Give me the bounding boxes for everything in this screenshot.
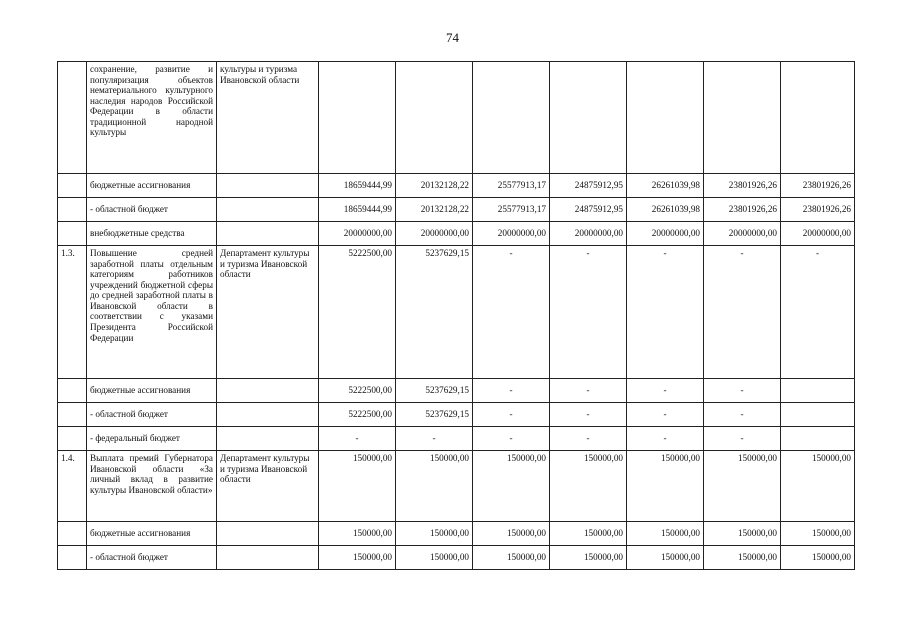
year-value-cell (396, 62, 473, 174)
year-value-cell: - (550, 403, 627, 427)
year-value-cell: - (319, 427, 396, 451)
year-value-cell: 150000,00 (473, 451, 550, 522)
item-name-cell: Выплата премий Губернатора Ивановской области «За личный вклад в развитие культуры Ивановской области» (87, 451, 217, 522)
item-name-cell: Повышение средней заработной платы отдельным категориям работников учреждений бюджетной сферы до средней заработной платы в Ивановской области в соответствии с указами Президента Российской Федерации (87, 246, 217, 379)
table-row-subitem (58, 522, 855, 546)
year-value-cell: - (704, 403, 781, 427)
year-value-cell: - (704, 427, 781, 451)
item-number-cell: 1.3. (58, 246, 87, 379)
item-name-cell: бюджетные ассигнования (87, 522, 217, 546)
item-name-cell: внебюджетные средства (87, 222, 217, 246)
year-value-cell: - (396, 427, 473, 451)
year-value-cell: 24875912,95 (550, 198, 627, 222)
year-value-cell: - (627, 246, 704, 379)
year-value-cell: 25577913,17 (473, 174, 550, 198)
year-value-cell: 150000,00 (627, 451, 704, 522)
year-value-cell: 23801926,26 (781, 198, 855, 222)
item-name-cell: - федеральный бюджет (87, 427, 217, 451)
year-value-cell: 5237629,15 (396, 379, 473, 403)
year-value-cell: 23801926,26 (704, 174, 781, 198)
year-value-cell: 23801926,26 (704, 198, 781, 222)
year-value-cell: 150000,00 (704, 546, 781, 570)
year-value-cell (781, 62, 855, 174)
executor-cell (217, 427, 319, 451)
item-number-cell (58, 522, 87, 546)
year-value-cell: 26261039,98 (627, 174, 704, 198)
year-value-cell: 24875912,95 (550, 174, 627, 198)
year-value-cell: - (473, 403, 550, 427)
item-number-cell (58, 379, 87, 403)
executor-cell (217, 222, 319, 246)
item-number-cell (58, 546, 87, 570)
item-name-cell: бюджетные ассигнования (87, 174, 217, 198)
year-value-cell: 150000,00 (473, 546, 550, 570)
item-number-cell (58, 198, 87, 222)
item-name-cell: - областной бюджет (87, 198, 217, 222)
table-row-subitem (58, 222, 855, 246)
year-value-cell: 23801926,26 (781, 174, 855, 198)
year-value-cell: 150000,00 (550, 522, 627, 546)
year-value-cell: 18659444,99 (319, 174, 396, 198)
year-value-cell: 26261039,98 (627, 198, 704, 222)
year-value-cell: 20000000,00 (319, 222, 396, 246)
year-value-cell: 20000000,00 (704, 222, 781, 246)
year-value-cell: 20000000,00 (781, 222, 855, 246)
item-number-cell (58, 222, 87, 246)
year-value-cell: 150000,00 (781, 522, 855, 546)
year-value-cell: - (550, 246, 627, 379)
executor-cell (217, 174, 319, 198)
year-value-cell (550, 62, 627, 174)
year-value-cell: 150000,00 (781, 546, 855, 570)
table-row-item (58, 246, 855, 379)
executor-cell: Департамент культуры и туризма Ивановской области (217, 451, 319, 522)
year-value-cell: 150000,00 (627, 522, 704, 546)
year-value-cell (319, 62, 396, 174)
year-value-cell: 25577913,17 (473, 198, 550, 222)
year-value-cell: 5237629,15 (396, 246, 473, 379)
executor-cell: Департамент культуры и туризма Ивановской области (217, 246, 319, 379)
year-value-cell: 150000,00 (704, 522, 781, 546)
year-value-cell: 20132128,22 (396, 198, 473, 222)
year-value-cell: 150000,00 (396, 451, 473, 522)
year-value-cell: 18659444,99 (319, 198, 396, 222)
table-row-subitem (58, 198, 855, 222)
executor-cell (217, 546, 319, 570)
table-body (58, 62, 855, 570)
budget-table (57, 61, 855, 570)
table-row-subitem (58, 379, 855, 403)
year-value-cell: 150000,00 (396, 522, 473, 546)
executor-cell: культуры и туризма Ивановской области (217, 62, 319, 174)
executor-cell (217, 522, 319, 546)
year-value-cell (781, 427, 855, 451)
executor-cell (217, 403, 319, 427)
table-row-subitem (58, 403, 855, 427)
year-value-cell: - (627, 403, 704, 427)
executor-cell (217, 198, 319, 222)
year-value-cell: - (473, 246, 550, 379)
year-value-cell: 20000000,00 (627, 222, 704, 246)
year-value-cell: - (704, 246, 781, 379)
year-value-cell: 20000000,00 (396, 222, 473, 246)
year-value-cell: 5222500,00 (319, 246, 396, 379)
item-number-cell (58, 174, 87, 198)
year-value-cell: 150000,00 (473, 522, 550, 546)
table-row-item (58, 451, 855, 522)
year-value-cell (627, 62, 704, 174)
year-value-cell: - (704, 379, 781, 403)
year-value-cell: 150000,00 (319, 546, 396, 570)
item-number-cell (58, 427, 87, 451)
table-row-subitem (58, 546, 855, 570)
item-name-cell: - областной бюджет (87, 546, 217, 570)
year-value-cell: 150000,00 (319, 451, 396, 522)
year-value-cell: - (473, 379, 550, 403)
table-row-subitem (58, 174, 855, 198)
item-name-cell: - областной бюджет (87, 403, 217, 427)
year-value-cell: - (627, 379, 704, 403)
item-number-cell (58, 62, 87, 174)
year-value-cell: 150000,00 (627, 546, 704, 570)
year-value-cell (781, 379, 855, 403)
year-value-cell (781, 403, 855, 427)
year-value-cell: 5237629,15 (396, 403, 473, 427)
year-value-cell: 20000000,00 (550, 222, 627, 246)
year-value-cell: - (550, 379, 627, 403)
year-value-cell (704, 62, 781, 174)
year-value-cell: 150000,00 (781, 451, 855, 522)
table-row-subitem (58, 427, 855, 451)
year-value-cell: 20132128,22 (396, 174, 473, 198)
year-value-cell: 150000,00 (550, 451, 627, 522)
year-value-cell: - (550, 427, 627, 451)
executor-cell (217, 379, 319, 403)
year-value-cell: 20000000,00 (473, 222, 550, 246)
year-value-cell: 5222500,00 (319, 379, 396, 403)
year-value-cell: 150000,00 (550, 546, 627, 570)
item-number-cell (58, 403, 87, 427)
item-name-cell: бюджетные ассигнования (87, 379, 217, 403)
item-name-cell: сохранение, развитие и популяризация объектов нематериального культурного наследия народов Российской Федерации в области традиционной народной культуры (87, 62, 217, 174)
year-value-cell: 150000,00 (704, 451, 781, 522)
year-value-cell: - (781, 246, 855, 379)
item-number-cell: 1.4. (58, 451, 87, 522)
year-value-cell: - (627, 427, 704, 451)
page-number: 74 (446, 30, 459, 45)
year-value-cell: 5222500,00 (319, 403, 396, 427)
year-value-cell: 150000,00 (319, 522, 396, 546)
table-row-item (58, 62, 855, 174)
year-value-cell: - (473, 427, 550, 451)
year-value-cell: 150000,00 (396, 546, 473, 570)
year-value-cell (473, 62, 550, 174)
